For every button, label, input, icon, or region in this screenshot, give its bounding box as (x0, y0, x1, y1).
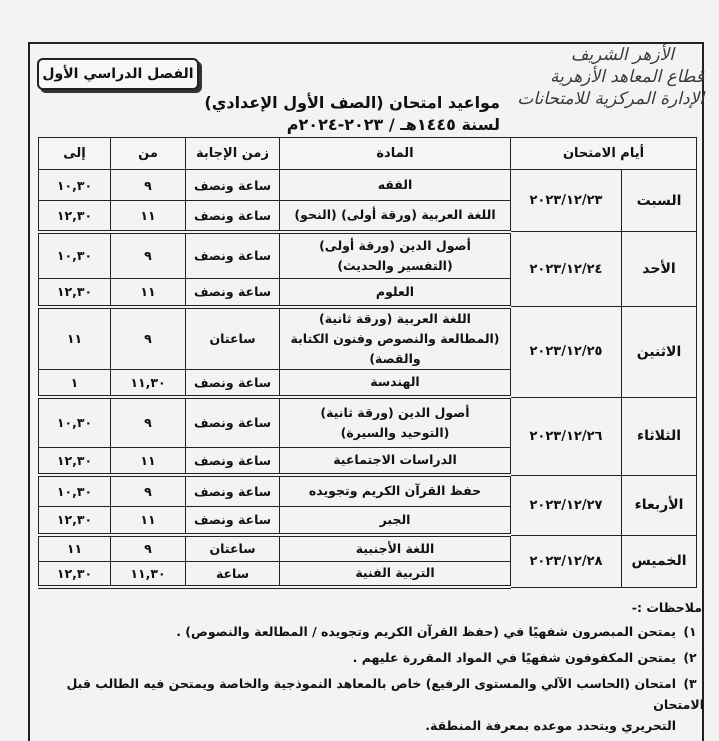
exam-schedule-table (38, 137, 697, 589)
from-time-cell: ١١,٣٠ (111, 561, 186, 587)
duration-cell: ساعة (186, 561, 280, 587)
from-time-cell: ٩ (111, 170, 186, 201)
from-time-cell: ١١ (111, 279, 186, 307)
header-duration: زمن الإجابة (186, 138, 280, 170)
date-cell: ٢٠٢٣/١٢/٢٣ (511, 170, 622, 232)
from-time-cell: ٩ (111, 397, 186, 447)
note-text: يمتحن المكفوفون شفهيًا في المواد المقررة عليهم . (352, 650, 676, 665)
to-time-cell: ١٠,٣٠ (39, 170, 111, 201)
to-time-cell: ١١ (39, 535, 111, 561)
note-number: ٢) (683, 650, 697, 665)
subject-line: اللغة العربية (ورقة أولى) (النحو) (294, 207, 496, 223)
table-row (39, 535, 697, 561)
subject-cell (280, 232, 511, 279)
note-number: ٣) (683, 676, 697, 691)
duration-cell: ساعة ونصف (186, 201, 280, 232)
duration-cell: ساعة ونصف (186, 475, 280, 506)
subject-line: اللغة العربية (ورقة ثانية) (319, 310, 471, 326)
notes-heading: ملاحظات :- (631, 600, 702, 615)
from-time-cell: ٩ (111, 232, 186, 279)
subject-cell (280, 201, 511, 232)
day-cell: الاثنين (622, 307, 697, 398)
table-row (39, 475, 697, 506)
date-cell: ٢٠٢٣/١٢/٢٦ (511, 397, 622, 475)
from-time-cell: ٩ (111, 307, 186, 370)
note-item (36, 673, 704, 736)
to-time-cell: ١ (39, 369, 111, 397)
day-cell: السبت (622, 170, 697, 232)
date-cell: ٢٠٢٣/١٢/٢٤ (511, 232, 622, 307)
duration-cell: ساعة ونصف (186, 170, 280, 201)
duration-cell: ساعة ونصف (186, 397, 280, 447)
subject-cell (280, 506, 511, 535)
from-time-cell: ٩ (111, 475, 186, 506)
subject-line: الجبر (379, 511, 411, 527)
header-from: من (111, 138, 186, 170)
subject-cell (280, 307, 511, 370)
subject-cell (280, 561, 511, 587)
date-cell: ٢٠٢٣/١٢/٢٨ (511, 535, 622, 587)
notes-section (36, 600, 704, 736)
logo-line-1: الأزهر الشريف (570, 45, 674, 65)
duration-cell: ساعة ونصف (186, 232, 280, 279)
duration-cell: ساعة ونصف (186, 447, 280, 475)
to-time-cell: ١٠,٣٠ (39, 397, 111, 447)
table-row (39, 397, 697, 447)
subject-cell (280, 279, 511, 307)
subject-cell (280, 397, 511, 447)
table-header-row (39, 138, 697, 170)
to-time-cell: ١١ (39, 307, 111, 370)
day-cell: الثلاثاء (622, 397, 697, 475)
from-time-cell: ٩ (111, 535, 186, 561)
azhar-logo-text (504, 44, 704, 124)
subject-line: أصول الدين (ورقة أولى) (319, 237, 471, 253)
table-row (39, 232, 697, 279)
subject-line: الهندسة (370, 374, 420, 390)
note-number: ١) (683, 624, 697, 639)
subject-cell (280, 170, 511, 201)
day-cell: الخميس (622, 535, 697, 587)
to-time-cell: ١٠,٣٠ (39, 475, 111, 506)
duration-cell: ساعتان (186, 307, 280, 370)
to-time-cell: ١٢,٣٠ (39, 201, 111, 232)
date-cell: ٢٠٢٣/١٢/٢٧ (511, 475, 622, 535)
from-time-cell: ١١,٣٠ (111, 369, 186, 397)
subject-line: (المطالعة والنصوص وفنون الكتابة والقصة) (290, 330, 500, 366)
subject-cell (280, 535, 511, 561)
date-cell: ٢٠٢٣/١٢/٢٥ (511, 307, 622, 398)
subject-line: اللغة الأجنبية (355, 540, 435, 556)
day-cell: الأحد (622, 232, 697, 307)
header-days: أيام الامتحان (511, 138, 697, 170)
subject-line: العلوم (375, 283, 415, 299)
duration-cell: ساعة ونصف (186, 369, 280, 397)
header-to: إلى (39, 138, 111, 170)
note-item (36, 647, 704, 668)
subject-line: التربية الفنية (355, 565, 435, 581)
note-text: امتحان (الحاسب الآلي والمستوى الرفيع) خاص بالمعاهد النموذجية والخاصة ويمتحن فيه الطالب قبل الامتحان (66, 676, 704, 712)
semester-badge: الفصل الدراسي الأول (37, 58, 199, 90)
page-title (200, 92, 500, 136)
day-cell: الأربعاء (622, 475, 697, 535)
subject-line: الفقه (377, 177, 413, 192)
note-text: يمتحن المبصرون شفهيًا في (حفظ القرآن الكريم وتجويده / المطالعة والنصوص) . (176, 624, 676, 639)
duration-cell: ساعتان (186, 535, 280, 561)
from-time-cell: ١١ (111, 506, 186, 535)
table-row (39, 170, 697, 201)
title-line-2: لسنة ١٤٤٥هـ / ٢٠٢٣-٢٠٢٤م (286, 115, 500, 134)
note-item (36, 621, 704, 642)
title-line-1: مواعيد امتحان (الصف الأول الإعدادي) (204, 93, 500, 112)
header-subject: المادة (280, 138, 511, 170)
to-time-cell: ١٠,٣٠ (39, 232, 111, 279)
to-time-cell: ١٢,٣٠ (39, 447, 111, 475)
subject-line: الدراسات الاجتماعية (333, 452, 457, 468)
subject-line: أصول الدين (ورقة ثانية) (320, 404, 470, 420)
duration-cell: ساعة ونصف (186, 506, 280, 535)
from-time-cell: ١١ (111, 447, 186, 475)
note-text-continued: التحريري ويتحدد موعده بمعرفة المنطقة. (425, 718, 676, 733)
to-time-cell: ١٢,٣٠ (39, 561, 111, 587)
subject-cell (280, 369, 511, 397)
logo-line-2: قطاع المعاهد الأزهرية (549, 67, 704, 87)
to-time-cell: ١٢,٣٠ (39, 506, 111, 535)
subject-line: (التوحيد والسيرة) (340, 424, 450, 440)
duration-cell: ساعة ونصف (186, 279, 280, 307)
logo-line-3: الإدارة المركزية للامتحانات (517, 89, 704, 109)
to-time-cell: ١٢,٣٠ (39, 279, 111, 307)
table-row (39, 307, 697, 370)
subject-cell (280, 475, 511, 506)
subject-cell (280, 447, 511, 475)
subject-line: حفظ القرآن الكريم وتجويده (308, 483, 482, 499)
from-time-cell: ١١ (111, 201, 186, 232)
subject-line: (التفسير والحديث) (337, 257, 453, 273)
